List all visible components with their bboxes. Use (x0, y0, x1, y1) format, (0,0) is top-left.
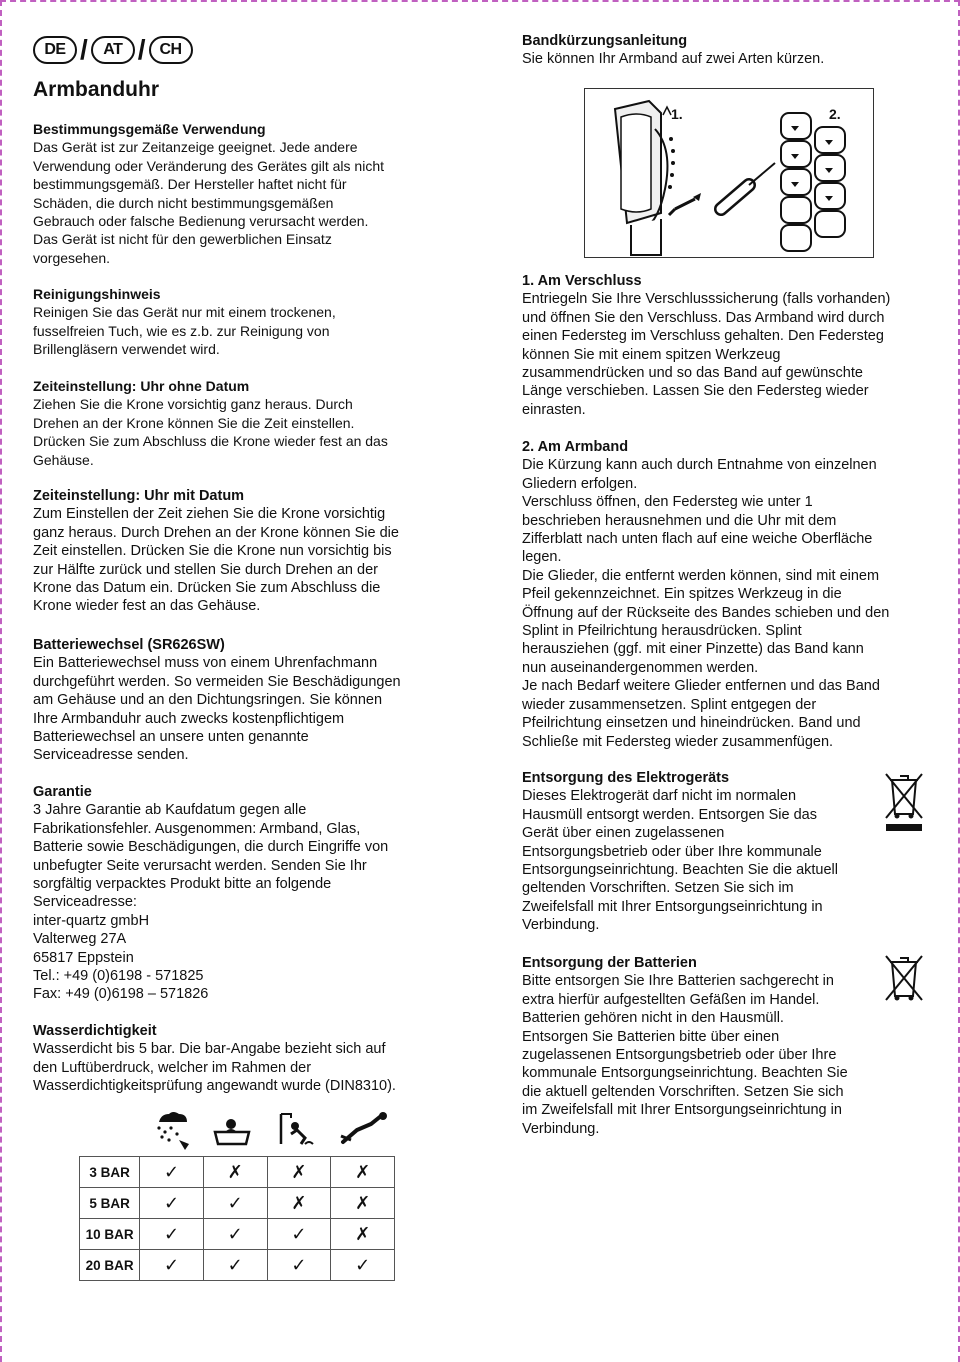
section-clasp (522, 272, 934, 419)
section-body (33, 1040, 463, 1095)
section-heading: Entsorgung des Elektrogeräts (522, 770, 730, 786)
text-line: Zeit einstellen. Drücken Sie die Krone nun vorsichtig bis (33, 543, 392, 560)
diving-icon (341, 1112, 387, 1142)
bar-rating-label: 3 BAR (80, 1157, 140, 1188)
table-row (80, 1219, 395, 1250)
section-heading: Bestimmungsgemäße Verwendung (33, 121, 266, 137)
water-resistance-table (79, 1108, 395, 1282)
section-body (33, 505, 463, 615)
text-line: Bitte entsorgen Sie Ihre Batterien sachgerecht in (522, 973, 834, 990)
section-heading: 1. Am Verschluss (522, 273, 642, 289)
country-badges (33, 34, 193, 66)
section-heading: Wasserdichtigkeit (33, 1023, 157, 1039)
strap-links-illustration (781, 113, 845, 251)
text-line: Hausmüll entsorgt werden. Entsorgen Sie das (522, 806, 817, 823)
section-disposal-battery (522, 954, 934, 1138)
text-line: kommunale Entsorgungseinrichtung. Beachten Sie (522, 1065, 848, 1082)
bar-rating-label: 10 BAR (80, 1219, 140, 1250)
text-line: extra hierfür aufgestellten Gefäßen im Handel. (522, 991, 820, 1008)
text-line: sorgfältig verpacktes Produkt bitte an folgende (33, 876, 332, 893)
text-line: Schließe mit Federsteg wieder zusammenfügen. (522, 733, 834, 750)
text-line: am Gehäuse und an den Dichtungsringen. Sie können (33, 692, 383, 709)
text-line: Drücken Sie zum Abschluss die Krone wieder fest an das (33, 433, 388, 450)
text-line: Serviceadresse: (33, 894, 137, 911)
suitability-mark: ✓ (140, 1188, 204, 1219)
text-line: nun auseinandergenommen werden. (522, 659, 759, 676)
text-line: zur Hälfte zurück und stellen Sie durch Drehen an der (33, 561, 378, 578)
country-badge-at: AT (91, 36, 135, 64)
section-heading: Bandkürzungsanleitung (522, 33, 688, 49)
shower-swim-icon (281, 1114, 313, 1144)
text-line: Je nach Bedarf weitere Glieder entfernen und das Band (522, 678, 880, 695)
suitability-mark: ✓ (267, 1250, 331, 1281)
suitability-mark: ✓ (203, 1250, 267, 1281)
section-heading: Zeiteinstellung: Uhr mit Datum (33, 488, 245, 504)
text-line: Drehen an der Krone können Sie die Zeit einstellen. (33, 414, 355, 431)
section-body (33, 654, 463, 764)
suitability-mark: ✗ (267, 1157, 331, 1188)
section-band-shortening (522, 32, 934, 69)
text-line: Wasserdicht bis 5 bar. Die bar-Angabe bezieht sich auf (33, 1041, 386, 1058)
section-warranty (33, 783, 463, 1004)
text-line: zugelassenen Entsorgungsbetrieb oder über Ihre (522, 1047, 837, 1064)
section-battery (33, 636, 463, 765)
slash-separator: / (80, 34, 88, 65)
text-line: geltenden Vorschriften. Setzen Sie sich im (522, 880, 794, 897)
section-body (522, 972, 934, 1138)
text-line: Ein Batteriewechsel muss von einem Uhrenfachmann (33, 655, 378, 672)
pin-tool-illustration (721, 163, 775, 209)
text-line: Fax: +49 (0)6198 – 571826 (33, 986, 209, 1003)
text-line: Dieses Elektrogerät darf nicht im normalen (522, 788, 797, 805)
text-line: Pfeilrichtung einsetzen und hineindrücken. Band und (522, 715, 861, 732)
text-line: Gebrauch oder falsche Bedienung verursacht werden. (33, 213, 369, 230)
text-line: Splint in Pfeilrichtung herausdrücken. Splint (522, 623, 802, 640)
text-line: Öffnung auf der Rückseite des Bandes schieben und den (522, 604, 890, 621)
text-line: Batteriewechsel an unsere unten genannte (33, 729, 309, 746)
section-time-no-date (33, 377, 463, 469)
text-line: Wasserdichtigkeitsprüfung angewandt wurde (DIN8310). (33, 1078, 396, 1095)
text-line: im Zweifelsfall mit Ihrer Entsorgungseinrichtung in (522, 1102, 842, 1119)
country-badge-ch: CH (149, 36, 193, 64)
text-line: 65817 Eppstein (33, 949, 134, 966)
text-line: Verbindung. (522, 1120, 600, 1137)
text-line: Entsorgungseinrichtung. Beachten Sie die aktuell (522, 862, 838, 879)
text-line: Fabrikationsfehler. Ausgenommen: Armband, Glas, (33, 820, 361, 837)
section-disposal-device (522, 769, 934, 935)
rain-splash-icon (157, 1112, 189, 1150)
section-strap (522, 438, 934, 751)
text-line: Gliedern erfolgen. (522, 475, 638, 492)
text-line: einrasten. (522, 401, 586, 418)
text-line: Die Glieder, die entfernt werden können, sind mit einem (522, 567, 880, 584)
crossed-bin-battery-icon (882, 952, 926, 1004)
text-line: Brillengläsern verwendet wird. (33, 341, 220, 358)
text-line: Zweifelsfall mit Ihrer Entsorgungseinrichtung in (522, 898, 823, 915)
section-heading: Batteriewechsel (SR626SW) (33, 637, 225, 653)
text-line: Batterien gehören nicht in den Hausmüll. (522, 1010, 784, 1027)
text-line: inter-quartz gmbH (33, 912, 150, 929)
text-line: Verschluss öffnen, den Federsteg wie unter 1 (522, 494, 813, 511)
slash-separator: / (137, 34, 146, 65)
text-line: einen Federsteg im Verschluss gehalten. Den Federsteg (522, 328, 884, 345)
text-line: bestimmungsgemäß. Der Hersteller haftet nicht für (33, 176, 347, 193)
bath-icon (215, 1119, 249, 1144)
text-line: Gerät über einen zugelassenen (522, 825, 725, 842)
suitability-mark: ✓ (140, 1219, 204, 1250)
suitability-mark: ✓ (267, 1219, 331, 1250)
section-body (522, 290, 934, 419)
text-line: ganz heraus. Durch Drehen an der Krone können Sie die (33, 524, 399, 541)
water-activity-icons (139, 1108, 395, 1152)
bar-rating-label: 20 BAR (80, 1250, 140, 1281)
clasp-illustration (615, 101, 701, 255)
text-line: Batterie sowie Beschädigungen, die durch Eingriffe von (33, 839, 389, 856)
text-line: die aktuell geltenden Vorschriften. Setzen Sie sich (522, 1083, 844, 1100)
text-line: und öffnen Sie den Verschluss. Das Armband wird durch (522, 309, 885, 326)
text-line: Tel.: +49 (0)6198 - 571825 (33, 968, 204, 985)
bar-rating-label: 5 BAR (80, 1188, 140, 1219)
water-resistance-grid (79, 1156, 395, 1281)
text-line: können Sie mit einem spitzen Werkzeug (522, 346, 781, 363)
text-line: Zifferblatt nach unten flach auf eine weiche Oberfläche (522, 531, 873, 548)
trim-line-top (0, 0, 960, 2)
text-line: Verbindung. (522, 917, 600, 934)
text-line: Entriegeln Sie Ihre Verschlusssicherung (falls vorhanden) (522, 291, 891, 308)
section-heading: Garantie (33, 784, 92, 800)
section-body (33, 138, 463, 267)
text-line: herausziehen (ggf. mit einer Pinzette) das Band kann (522, 641, 864, 658)
section-body (33, 395, 463, 469)
text-line: Entsorgungsbetrieb oder über Ihre kommunale (522, 843, 822, 860)
section-use (33, 120, 463, 267)
section-heading: Reinigungshinweis (33, 286, 161, 302)
section-heading: Entsorgung der Batterien (522, 955, 697, 971)
section-body (522, 50, 934, 68)
text-line: vorgesehen. (33, 249, 111, 266)
section-water (33, 1022, 463, 1096)
band-illustration (585, 89, 873, 257)
country-badge-de: DE (33, 36, 77, 64)
crossed-bin-icon (882, 770, 926, 832)
suitability-mark: ✗ (203, 1157, 267, 1188)
text-line: Entsorgen Sie Batterien bitte über einen (522, 1028, 780, 1045)
text-line: Das Gerät ist zur Zeitanzeige geeignet. Jede andere (33, 139, 358, 156)
text-line: Pfeil gekennzeichnet. Ein spitzes Werkzeug in die (522, 586, 842, 603)
section-time-date (33, 487, 463, 616)
table-row (80, 1188, 395, 1219)
band-shortening-figure (584, 88, 874, 258)
text-line: Zum Einstellen der Zeit ziehen Sie die Krone vorsichtig (33, 506, 386, 523)
suitability-mark: ✓ (140, 1157, 204, 1188)
text-line: Verwendung oder Veränderung des Gerätes gilt als nicht (33, 157, 385, 174)
text-line: Krone wieder fest an das Gehäuse. (33, 598, 261, 615)
text-line: wieder zusammensetzen. Splint entgegen der (522, 696, 817, 713)
text-line: Krone das Datum ein. Drücken Sie zum Abschluss die (33, 580, 381, 597)
text-line: Reinigen Sie das Gerät nur mit einem trockenen, (33, 304, 336, 321)
text-line: Gehäuse. (33, 451, 94, 468)
text-line: fusselfreien Tuch, wie es z.b. zur Reinigung von (33, 322, 330, 339)
section-body (33, 303, 463, 358)
section-body (522, 787, 934, 934)
text-line: durchgeführt werden. So vermeiden Sie Beschädigungen (33, 673, 401, 690)
text-line: Schäden, die durch nicht bestimmungsgemäßen (33, 194, 334, 211)
suitability-mark: ✗ (331, 1188, 395, 1219)
text-line: Die Kürzung kann auch durch Entnahme von einzelnen (522, 457, 877, 474)
table-row (80, 1250, 395, 1281)
section-body (522, 456, 934, 751)
page-title: Armbanduhr (33, 78, 159, 101)
text-line: 3 Jahre Garantie ab Kaufdatum gegen alle (33, 802, 307, 819)
text-line: unbefugter Seite verursacht werden. Senden Sie Ihr (33, 857, 367, 874)
step1-label: 1. (671, 106, 683, 122)
section-body (33, 801, 463, 1003)
text-line: legen. (522, 549, 562, 566)
text-line: Sie können Ihr Armband auf zwei Arten kürzen. (522, 51, 825, 68)
suitability-mark: ✓ (140, 1250, 204, 1281)
table-row (80, 1157, 395, 1188)
suitability-mark: ✗ (267, 1188, 331, 1219)
suitability-mark: ✗ (331, 1219, 395, 1250)
text-line: Länge verschieben. Lassen Sie den Federsteg wieder (522, 383, 869, 400)
suitability-mark: ✓ (203, 1188, 267, 1219)
suitability-mark: ✓ (203, 1219, 267, 1250)
text-line: Serviceadresse senden. (33, 747, 189, 764)
section-cleaning (33, 285, 463, 359)
section-heading: Zeiteinstellung: Uhr ohne Datum (33, 378, 250, 394)
text-line: Valterweg 27A (33, 931, 127, 948)
step2-label: 2. (829, 106, 841, 122)
suitability-mark: ✓ (331, 1250, 395, 1281)
text-line: Das Gerät ist nicht für den gewerblichen Einsatz (33, 231, 332, 248)
trim-line-left (0, 0, 2, 1362)
text-line: zusammendrücken und so das Band auf gewünschte (522, 365, 863, 382)
text-line: den Luftüberdruck, welcher im Rahmen der (33, 1059, 312, 1076)
text-line: Ihre Armbanduhr auch zwecks kostenpflichtigem (33, 710, 345, 727)
text-line: Ziehen Sie die Krone vorsichtig ganz heraus. Durch (33, 396, 353, 413)
text-line: beschrieben herausnehmen und die Uhr mit dem (522, 512, 837, 529)
suitability-mark: ✗ (331, 1157, 395, 1188)
section-heading: 2. Am Armband (522, 439, 629, 455)
